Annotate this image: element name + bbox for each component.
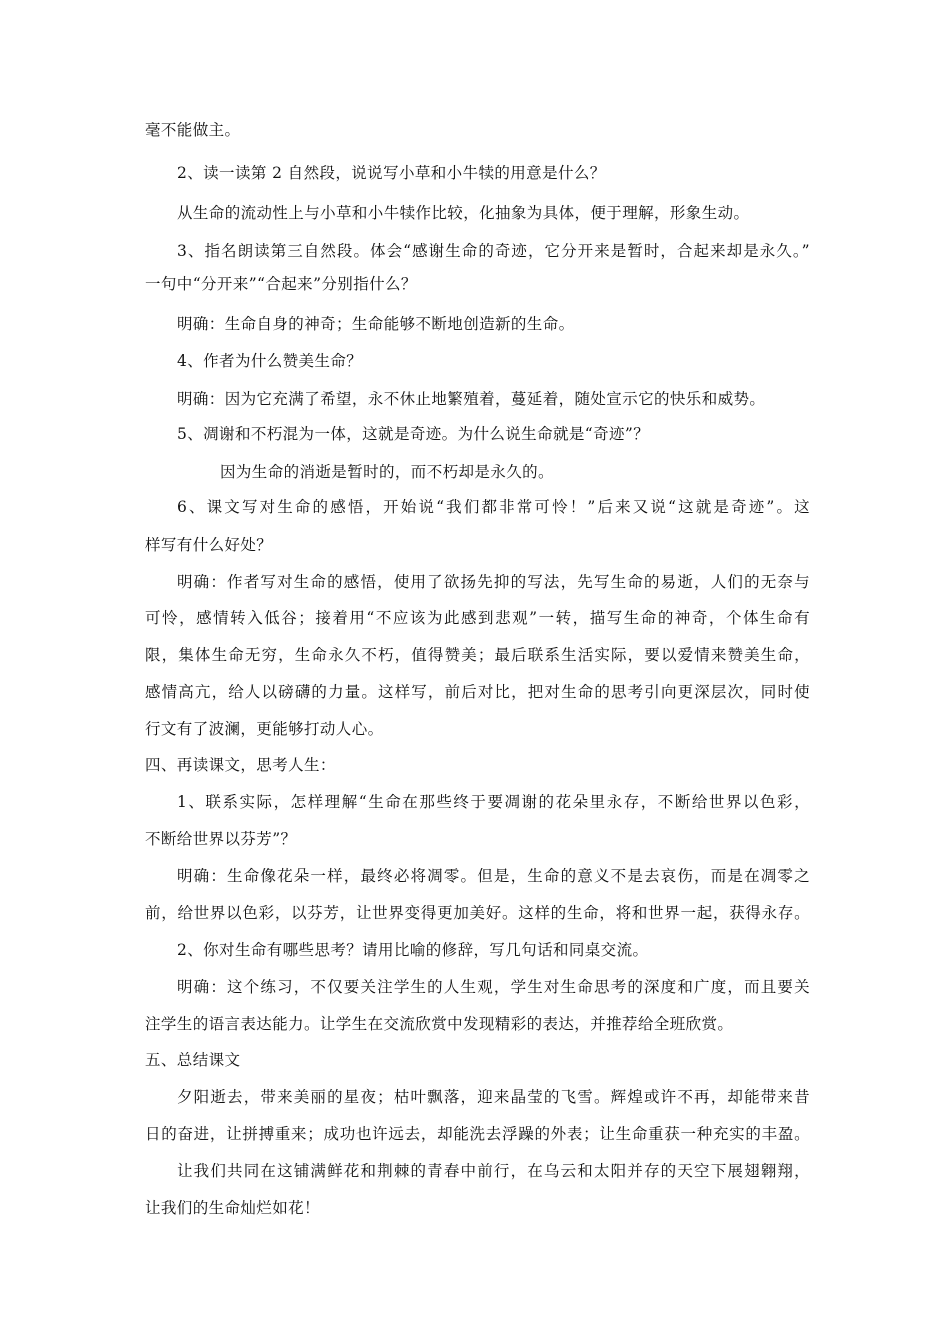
section-4-question-1: 1、联系实际，怎样理解“生命在那些终于要凋谢的花朵里永存，不断给世界以色彩， <box>177 793 810 811</box>
question-6-continued: 样写有什么好处？ <box>145 536 273 554</box>
summary-paragraph-1-continued: 日的奋进，让拼搏重来；成功也许远去，却能洗去浮躁的外表；让生命重获一种充实的丰盈。 <box>145 1125 810 1143</box>
question-3: 3、指名朗读第三自然段。体会“感谢生命的奇迹，它分开来是暂时，合起来却是永久。” <box>177 242 810 260</box>
question-3-continued: 一句中“分开来”“合起来”分别指什么？ <box>145 275 417 293</box>
section-4-answer-1: 明确：生命像花朵一样，最终必将凋零。但是，生命的意义不是去哀伤，而是在凋零之 <box>177 867 810 885</box>
question-2: 2、读一读第 2 自然段，说说写小草和小牛犊的用意是什么？ <box>177 164 606 182</box>
summary-paragraph-2-continued: 让我们的生命灿烂如花！ <box>145 1199 320 1217</box>
answer-6-continued: 限，集体生命无穷，生命永久不朽，值得赞美；最后联系生活实际，要以爱情来赞美生命， <box>145 646 810 664</box>
section-4-answer-1-continued: 前，给世界以色彩，以芬芳，让世界变得更加美好。这样的生命，将和世界一起，获得永存。 <box>145 904 810 922</box>
answer-3: 明确：生命自身的神奇；生命能够不断地创造新的生命。 <box>177 315 575 333</box>
question-4: 4、作者为什么赞美生命？ <box>177 352 363 370</box>
answer-6: 明确：作者写对生命的感悟，使用了欲扬先抑的写法，先写生命的易逝，人们的无奈与 <box>177 573 810 591</box>
question-5: 5、凋谢和不朽混为一体，这就是奇迹。为什么说生命就是“奇迹”？ <box>177 425 650 443</box>
section-4-answer-2: 明确：这个练习，不仅要关注学生的人生观，学生对生命思考的深度和广度，而且要关 <box>177 978 810 996</box>
answer-4: 明确：因为它充满了希望，永不休止地繁殖着，蔓延着，随处宣示它的快乐和威势。 <box>177 390 766 408</box>
section-4-question-1-continued: 不断给世界以芬芳”？ <box>145 830 297 848</box>
summary-paragraph-2: 让我们共同在这铺满鲜花和荆棘的青春中前行，在乌云和太阳并存的天空下展翅翱翔， <box>177 1162 810 1180</box>
answer-6-continued: 感情高亢，给人以磅礴的力量。这样写，前后对比，把对生命的思考引向更深层次，同时使 <box>145 683 810 701</box>
question-6: 6、课文写对生命的感悟，开始说“我们都非常可怜！”后来又说“这就是奇迹”。这 <box>177 498 810 516</box>
answer-2: 从生命的流动性上与小草和小牛犊作比较，化抽象为具体，便于理解，形象生动。 <box>177 204 750 222</box>
section-4-answer-2-continued: 注学生的语言表达能力。让学生在交流欣赏中发现精彩的表达，并推荐给全班欣赏。 <box>145 1015 734 1033</box>
answer-6-continued: 行文有了波澜，更能够打动人心。 <box>145 720 384 738</box>
answer-6-continued: 可怜，感情转入低谷；接着用“不应该为此感到悲观”一转，描写生命的神奇，个体生命有 <box>145 609 810 627</box>
text-line: 毫不能做主。 <box>145 121 241 139</box>
section-4-question-2: 2、你对生命有哪些思考？请用比喻的修辞，写几句话和同桌交流。 <box>177 941 649 959</box>
answer-5: 因为生命的消逝是暂时的，而不朽却是永久的。 <box>220 463 554 481</box>
section-heading-4: 四、再读课文，思考人生： <box>145 756 336 774</box>
summary-paragraph-1: 夕阳逝去，带来美丽的星夜；枯叶飘落，迎来晶莹的飞雪。辉煌或许不再，却能带来昔 <box>177 1088 810 1106</box>
section-heading-5: 五、总结课文 <box>145 1051 241 1069</box>
